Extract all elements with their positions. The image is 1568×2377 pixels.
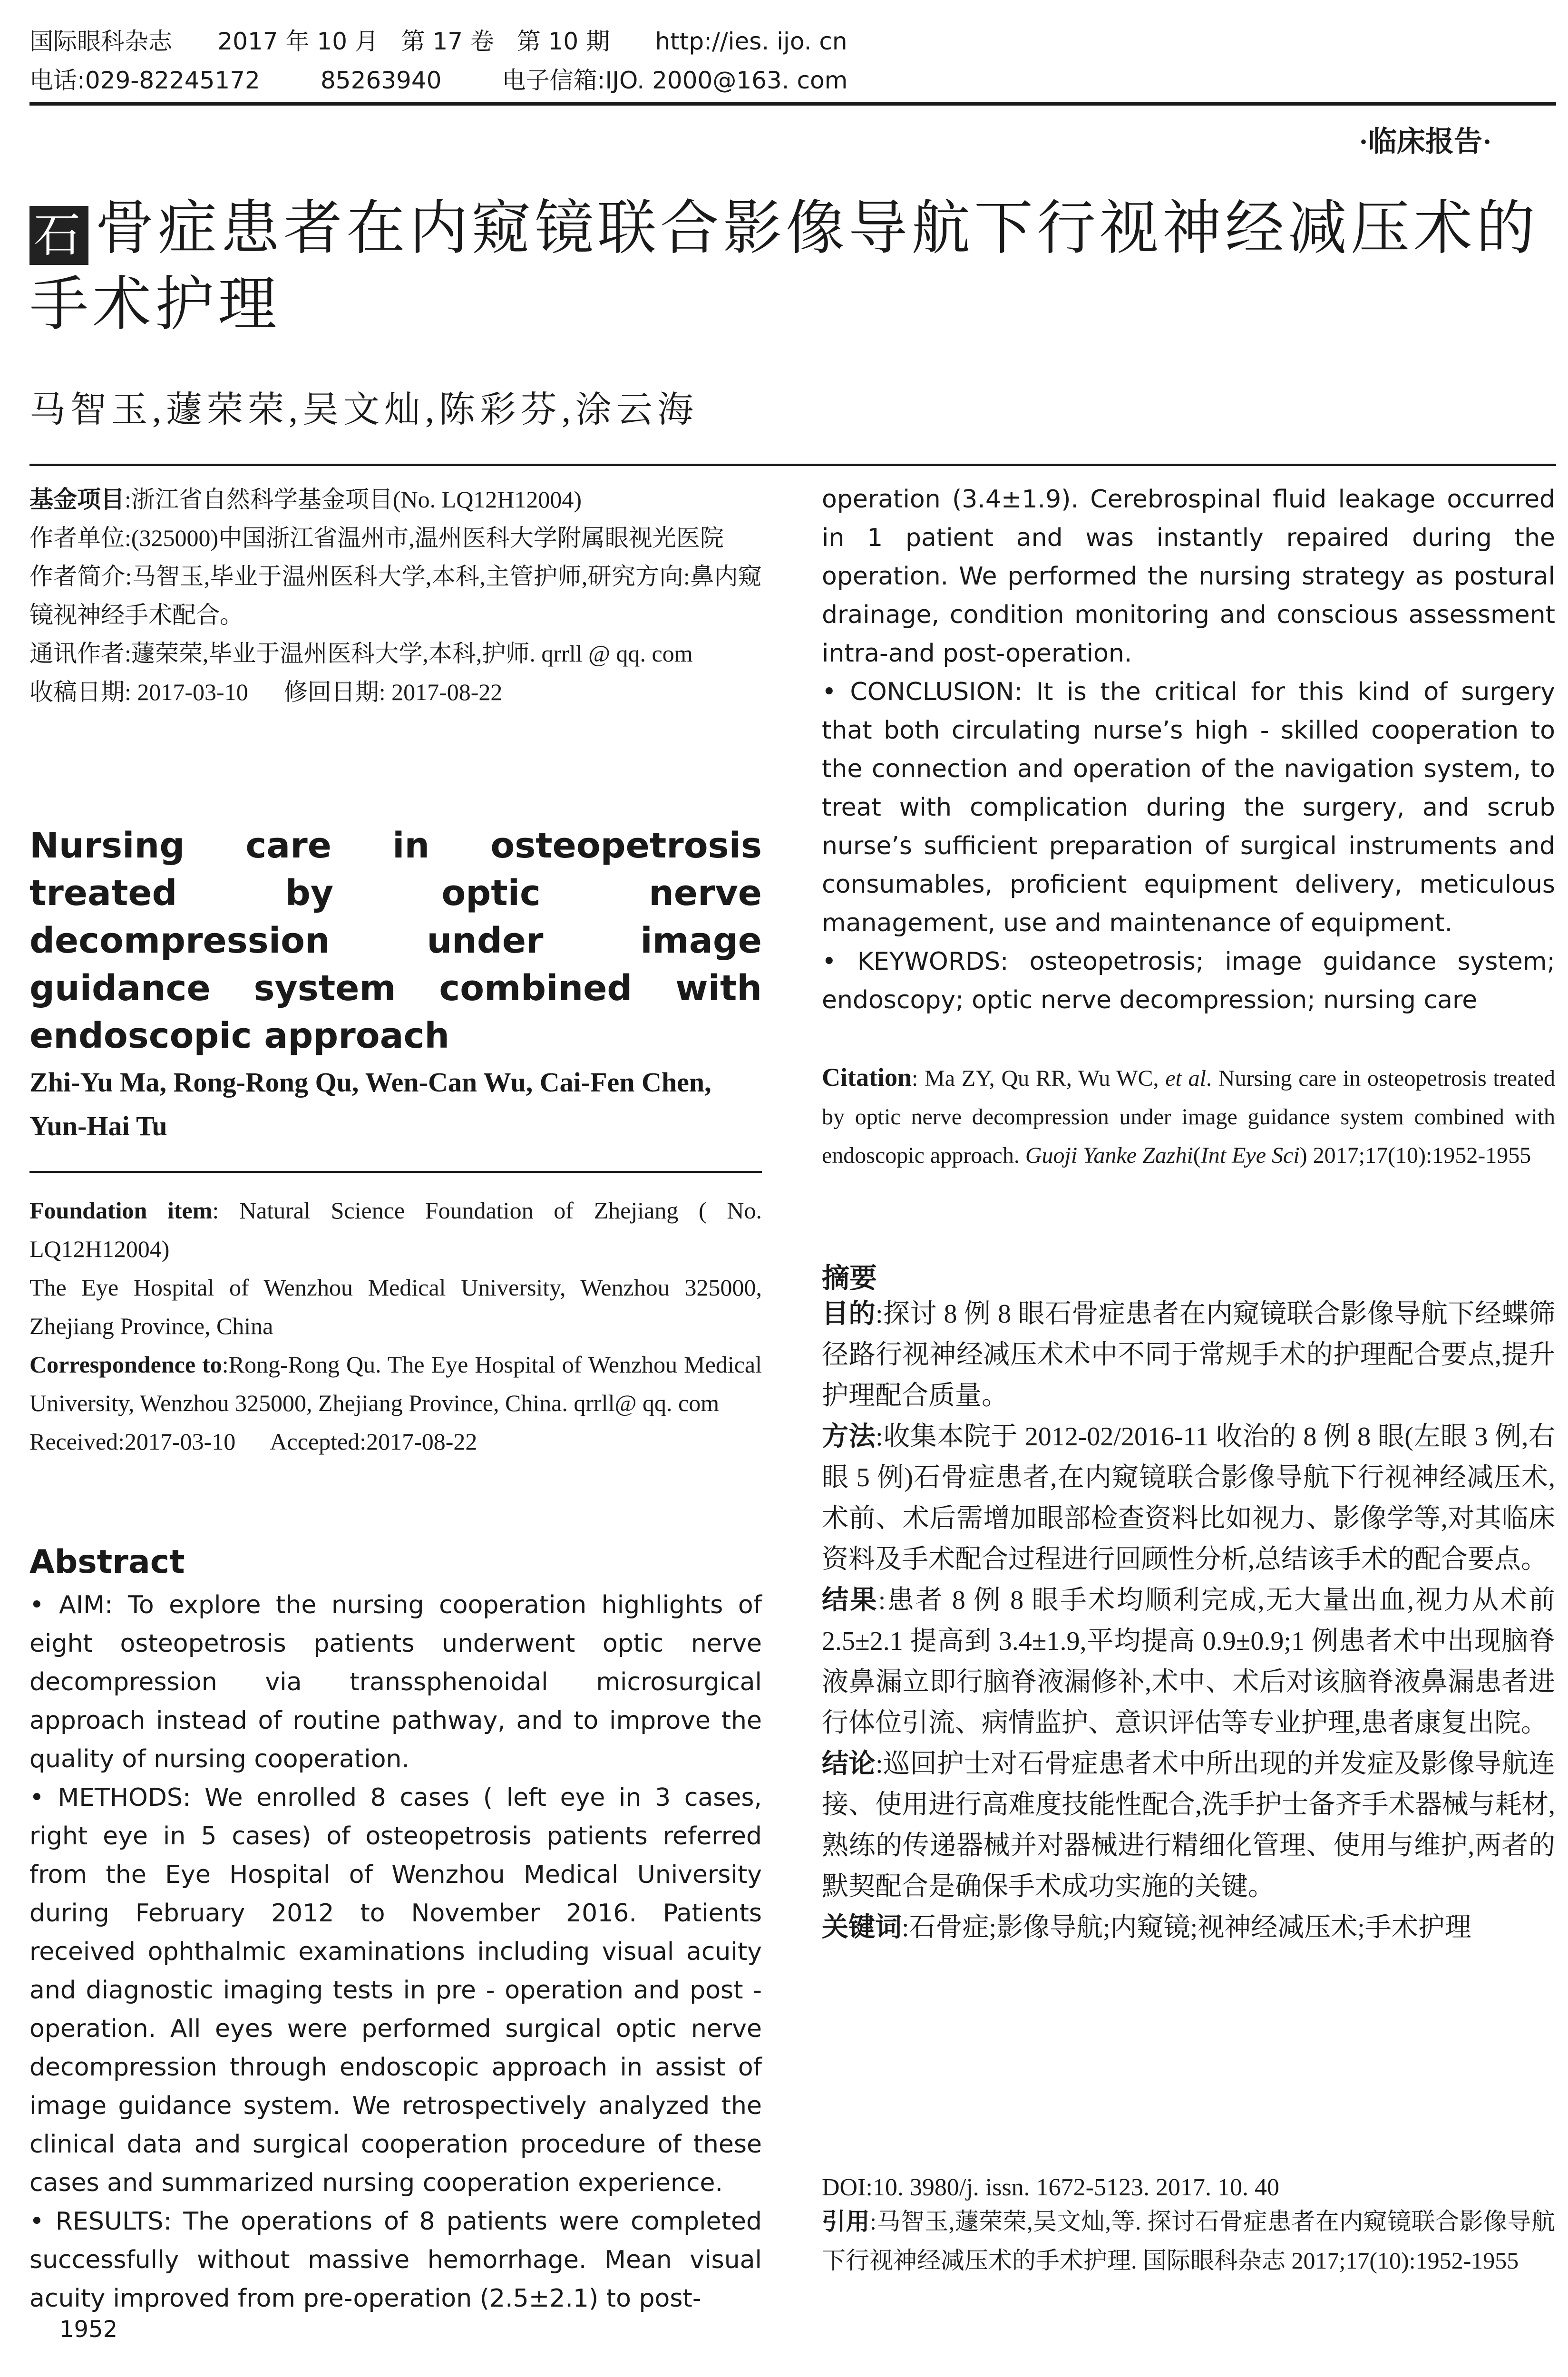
citation-journal-en: Int Eye Sci (1200, 1143, 1300, 1168)
cn-citation-text: :马智玉,蘧荣荣,吴文灿,等. 探讨石骨症患者在内窥镜联合影像导航下行视神经减压术的手术护理. 国际眼科杂志 2017;17(10):1952-1955 (822, 2208, 1556, 2274)
cn-citation-label: 引用 (822, 2208, 870, 2235)
correspondence-label: Correspondence to (29, 1351, 222, 1378)
citation-text-a: : Ma ZY, Qu RR, Wu WC, (912, 1066, 1166, 1091)
phone-2: 85263940 (320, 67, 442, 94)
header-rule (29, 102, 1556, 106)
cn-conclusion-label: 结论 (822, 1749, 876, 1779)
english-authors: Zhi-Yu Ma, Rong-Rong Qu, Wen-Can Wu, Cai-Fen Chen, Yun-Hai Tu (29, 1067, 711, 1141)
citation-label: Citation (822, 1063, 912, 1091)
citation-journal: Guoji Yanke Zazhi (1025, 1143, 1193, 1168)
cn-results-label: 结果 (822, 1586, 878, 1615)
authors-cn: 马智玉,蘧荣荣,吴文灿,陈彩芬,涂云海 (29, 390, 698, 430)
fund-label: 基金项目 (29, 486, 125, 513)
citation-text-c: ) 2017;17(10):1952-1955 (1299, 1143, 1531, 1168)
english-rule (29, 1171, 762, 1173)
correspondence-line (29, 1345, 762, 1422)
cn-results-text: :患者 8 例 8 眼手术均顺利完成,无大量出血,视力从术前 2.5±2.1 提高到 3.4±1.9,平均提高 0.9±0.9;1 例患者术中出现脑脊液鼻漏立即行脑脊液漏修补,术中、术后对该脑脊液鼻漏患者进行体位引流、病情监护、意识评估等专业护理,患者康复出院。 (822, 1586, 1556, 1738)
abstract-conclusion: • CONCLUSION: It is the critical for this kind of surgery that both circulating nurse’s high - skilled cooperation to the connection and operation of the navigation system, to treat with complication during the surgery, and scrub nurse’s sufficient preparation of surgical instruments and consumables, proficient equipment delivery, meticulous management, use and maintenance of equipment. (822, 678, 1555, 937)
affiliation-line: The Eye Hospital of Wenzhou Medical University, Wenzhou 325000, Zhejiang Province, China (29, 1274, 762, 1339)
english-meta (29, 1191, 762, 1461)
citation (822, 1058, 1555, 1175)
cn-keywords-text: :石骨症;影像导航;内窥镜;视神经减压术;手术护理 (902, 1913, 1471, 1942)
cn-methods-label: 方法 (822, 1422, 876, 1452)
journal-header (29, 22, 1542, 100)
abstract-results-1: • RESULTS: The operations of 8 patients were completed successfully without massive hemorrhage. Mean visual acuity improved from pre-operation (2.5±2.1) to post- (29, 2207, 762, 2313)
cn-aim-label: 目的 (822, 1299, 876, 1329)
citation-text-b: . Nursing care in osteopetrosis treated by optic nerve decompression under image guidance system combined with endoscopic approach. (822, 1066, 1556, 1168)
cn-conclusion-text: :巡回护士对石骨症患者术中所出现的并发症及影像导航连接、使用进行高难度技能性配合,洗手护士备齐手术器械与耗材,熟练的传递器械并对器械进行精细化管理、使用与维护,两者的默契配合是确保手术成功实施的关键。 (822, 1749, 1556, 1901)
foundation-line (29, 1191, 762, 1268)
journal-name: 国际眼科杂志 (29, 28, 172, 55)
article-title (29, 190, 1556, 342)
cn-methods-text: :收集本院于 2012-02/2016-11 收治的 8 例 8 眼(左眼 3 例,右眼 5 例)石骨症患者,在内窥镜联合影像导航下行视神经减压术,术前、术后需增加眼部检查资料比如视力、影像学等,对其临床资料及手术配合过程进行回顾性分析,总结该手术的配合要点。 (822, 1422, 1556, 1574)
abstract-right (822, 480, 1555, 1020)
cn-aim-text: :探讨 8 例 8 眼石骨症患者在内窥镜联合影像导航下经蝶筛径路行视神经减压术术中不同于常规手术的护理配合要点,提升护理配合质量。 (822, 1299, 1556, 1411)
corr-line: 通讯作者:蘧荣荣,毕业于温州医科大学,本科,护师. qrrll @ qq. com (29, 640, 693, 667)
header-row-1 (29, 22, 1542, 61)
cn-citation (822, 2202, 1555, 2280)
correspondence-text: :Rong-Rong Qu. The Eye Hospital of Wenzhou Medical University, Wenzhou 325000, Zhejiang Province, China. qrrll@ qq. com (29, 1351, 762, 1416)
english-title: Nursing care in osteopetrosis treated by optic nerve decompression under image guidance system combined with endoscopic approach (29, 825, 762, 1056)
cn-methods (822, 1416, 1555, 1580)
cn-aim (822, 1294, 1555, 1416)
abstract-left (29, 1586, 762, 2318)
section-tag: ·临床报告· (1358, 126, 1492, 157)
cn-keywords-label: 关键词 (822, 1913, 902, 1942)
bio-line: 作者简介:马智玉,毕业于温州医科大学,本科,主管护师,研究方向:鼻内窥镜视神经手术配合。 (29, 563, 762, 628)
issue-info: 2017 年 10 月 第 17 卷 第 10 期 (217, 28, 610, 55)
doi[interactable]: DOI:10. 3980/j. issn. 1672-5123. 2017. 10. 40 (822, 2174, 1279, 2201)
citation-paren: ( (1193, 1143, 1201, 1168)
cn-abstract-heading: 摘要 (822, 1263, 877, 1294)
cn-keywords (822, 1907, 1555, 1948)
fund-line (29, 480, 762, 519)
cn-conclusion (822, 1744, 1555, 1907)
abstract-heading: Abstract (29, 1543, 185, 1581)
phone: 电话:029-82245172 (29, 67, 260, 94)
page-number: 1952 (59, 2316, 118, 2343)
title-text: 骨症患者在内窥镜联合影像导航下行视神经减压术的手术护理 (29, 194, 1539, 339)
citation-etal: et al (1165, 1066, 1206, 1091)
email: 电子信箱:IJO. 2000@163. com (502, 67, 848, 94)
abstract-methods: • METHODS: We enrolled 8 cases ( left eye in 3 cases, right eye in 5 cases) of osteopetrosis patients referred from the Eye Hospital of Wenzhou Medical University during February 2012 to November 2016. Patients received ophthalmic examinations including visual acuity and diagnostic imaging tests in pre - operation and post - operation. All eyes were performed surgical optic nerve decompression through endoscopic approach in assist of image guidance system. We retrospectively analyzed the clinical data and surgical cooperation procedure of these cases and summarized nursing cooperation experience. (29, 1783, 762, 2197)
abstract-keywords: • KEYWORDS: osteopetrosis; image guidance system; endoscopy; optic nerve decompression; nursing care (822, 947, 1555, 1014)
journal-url[interactable]: http://ies. ijo. cn (655, 28, 847, 55)
cn-abstract (822, 1294, 1555, 1948)
title-rule (29, 464, 1556, 466)
abstract-aim: • AIM: To explore the nursing cooperation highlights of eight osteopetrosis patients underwent optic nerve decompression via transsphenoidal microsurgical approach instead of routine pathway, and to improve the quality of nursing cooperation. (29, 1591, 762, 1773)
fund-text: :浙江省自然科学基金项目(No. LQ12H12004) (125, 486, 582, 513)
dates-line: 收稿日期: 2017-03-10 修回日期: 2017-08-22 (29, 679, 503, 705)
cn-results (822, 1580, 1555, 1744)
received-line: Received:2017-03-10 Accepted:2017-08-22 (29, 1428, 477, 1455)
abstract-results-2: operation (3.4±1.9). Cerebrospinal fluid leakage occurred in 1 patient and was instantly repaired during the operation. We performed the nursing strategy as postural drainage, condition monitoring and conscious assessment intra-and post-operation. (822, 485, 1555, 668)
unit-line: 作者单位:(325000)中国浙江省温州市,温州医科大学附属眼视光医院 (29, 525, 724, 551)
title-first-char: 石 (29, 206, 88, 265)
cn-meta (29, 480, 762, 711)
foundation-label: Foundation item (29, 1197, 213, 1224)
header-row-2 (29, 61, 1542, 100)
foundation-text: : Natural Science Foundation of Zhejiang ( No. LQ12H12004) (29, 1197, 762, 1262)
